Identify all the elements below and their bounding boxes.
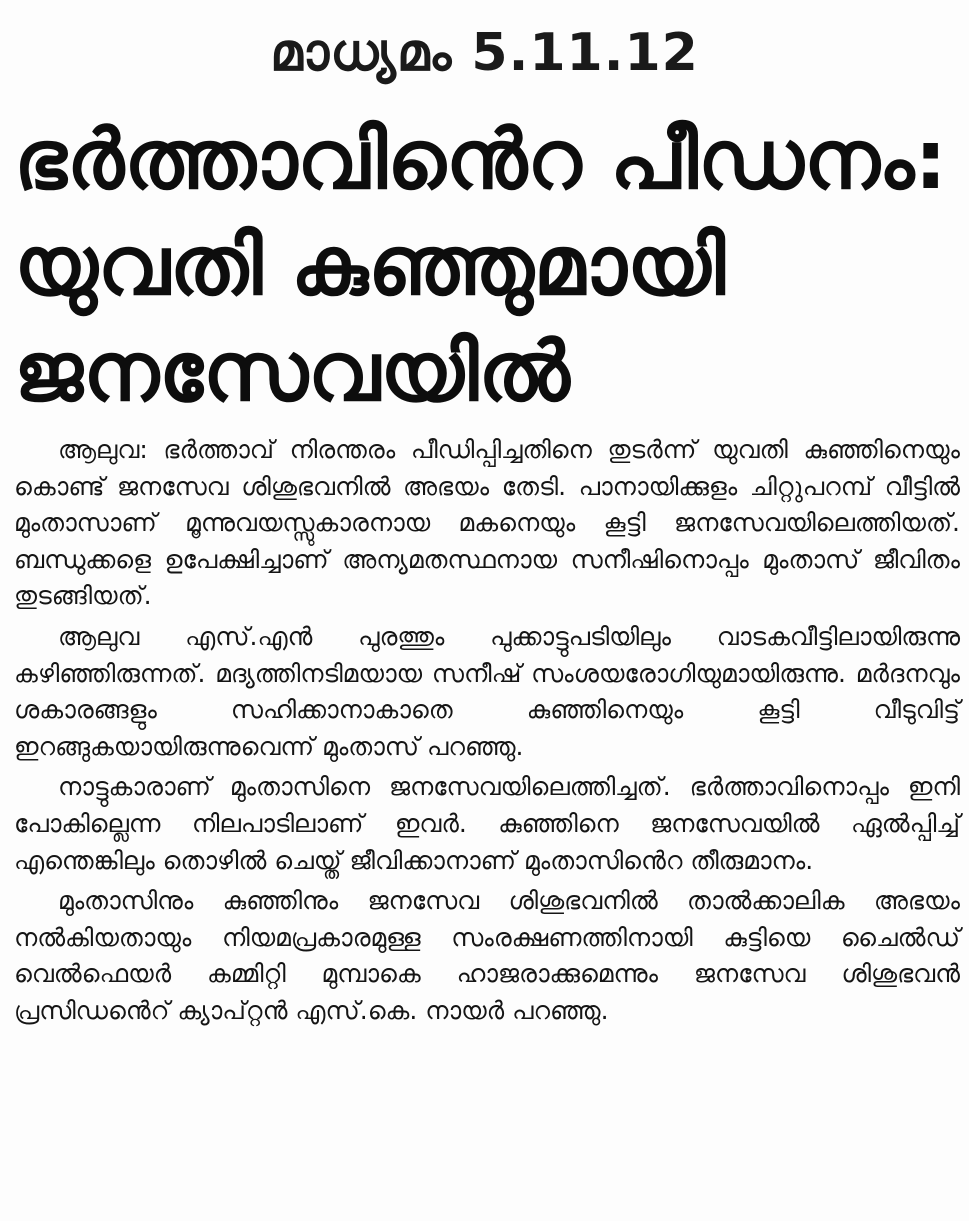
article-paragraph-1: ആലുവ: ഭർത്താവ് നിരന്തരം പീഡിപ്പിച്ചതിനെ തുടർന്ന് യുവതി കുഞ്ഞിനെയും കൊണ്ട് ജനസേവ ശിശുഭവനിൽ അഭയം തേടി. പാനായിക്കുളം ചിറ്റുപറമ്പ് വീട്ടിൽ മുംതാസാണ് മൂന്നുവയസ്സുകാരനായ മകനെയും കൂട്ടി ജനസേവയിലെത്തിയത്. ബന്ധുക്കളെ ഉപേക്ഷിച്ചാണ് അന്യമതസ്ഥനായ സനീഷിനൊപ്പം മുംതാസ് ജീവിതം തുടങ്ങിയത്. (14, 435, 960, 611)
masthead-date: മാധ്യമം 5.11.12 (270, 23, 699, 83)
headline-line-2: യുവതി കുഞ്ഞുമായി (14, 219, 726, 314)
article-paragraph-2: ആലുവ എസ്.എൻ പുരത്തും പുക്കാട്ടുപടിയിലും വാടകവീട്ടിലായിരുന്നു കഴിഞ്ഞിരുന്നത്. മദ്യത്തിനടിമയായ സനീഷ് സംശയരോഗിയുമായിരുന്നു. മർദനവും ശകാരങ്ങളും സഹിക്കാനാകാതെ കുഞ്ഞിനെയും കൂട്ടി വീടുവിട്ട് ഇറങ്ങുകയായിരുന്നുവെന്ന് മുംതാസ് പറഞ്ഞു. (14, 621, 960, 761)
headline-line-3: ജനസേവയിൽ (14, 325, 570, 420)
article-paragraph-4: മുംതാസിനും കുഞ്ഞിനും ജനസേവ ശിശുഭവനിൽ താൽക്കാലിക അഭയം നൽകിയതായും നിയമപ്രകാരമുള്ള സംരക്ഷണത്തിനായി കുട്ടിയെ ചൈൽഡ് വെൽഫെയർ കമ്മിറ്റി മുമ്പാകെ ഹാജരാക്കുമെന്നും ജനസേവ ശിശുഭവൻ പ്രസിഡൻെറ് ക്യാപ്റ്റൻ എസ്.കെ. നായർ പറഞ്ഞു. (14, 886, 960, 1025)
headline-line-1: ഭർത്താവിൻെറ പീഡനം: (14, 113, 947, 208)
headline (14, 108, 954, 426)
article-paragraph-3: നാട്ടുകാരാണ് മുംതാസിനെ ജനസേവയിലെത്തിച്ചത്. ഭർത്താവിനൊപ്പം ഇനി പോകില്ലെന്ന നിലപാടിലാണ് ഇവർ. കുഞ്ഞിനെ ജനസേവയിൽ ഏൽപ്പിച്ച് എന്തെങ്കിലും തൊഴിൽ ചെയ്ത് ജീവിക്കാനാണ് മുംതാസിൻെറ തീരുമാനം. (14, 772, 960, 875)
article-body (14, 432, 960, 1034)
